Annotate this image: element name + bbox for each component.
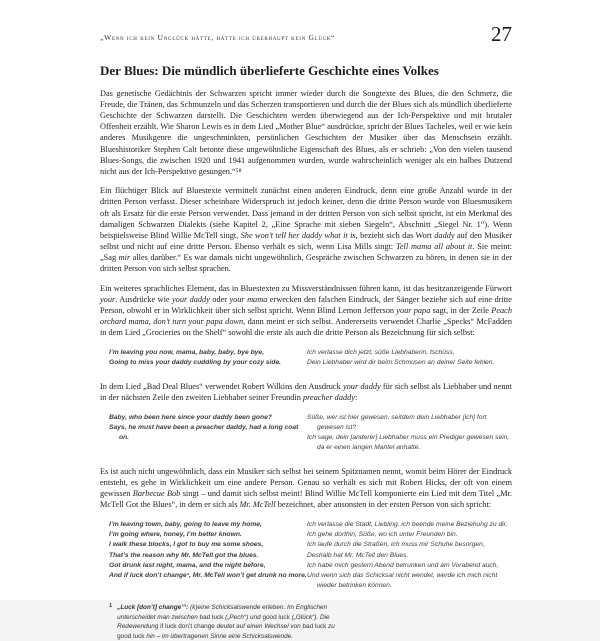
lyrics-original-english: I’m leaving town, baby, going to leave my home, I’m going where, honey, I’m better known. I walk these blocks, I got to buy me some shoes, That’s the reason why Mr. McTell got the blues. Got drunk last night, mama, and the night before, And if luck don’t change¹, Mr. McTell won’t get drunk no more. <box>109 521 307 580</box>
lyrics-translation-german: Süße, wer ist hier gewesen, seitdem dein Liebhaber [ich] fort gewesen ist? Ich sage, dein [anderer] Liebhaber muss ein Prediger gewesen sein, da er einen langen Mantel anhatte. <box>307 413 510 452</box>
footnote-text: „Luck [don’t] change’“: (k)eine Schicksalswende erleben. Im Englischen unterscheidet man zwischen bad luck („Pech“) und good luck („Glück“). Die Redewendung if luck don’t change deutet auf einen Wechsel von bad luck zu good luck hin – im übertragenen Sinne eine Schicksalswende. <box>117 604 335 640</box>
page-header <box>100 24 512 45</box>
paragraph-bad-deal-blues: In dem Lied „Bad Deal Blues“ verwendet Robert Wilkins den Ausdruck your daddy für sich selbst als Liebhaber und nennt in der nächsten Zeile den zweiten Liebhaber seiner Freundin preacher daddy: <box>100 381 512 402</box>
chapter-section-title: Der Blues: Die mündlich überlieferte Geschichte eines Volkes <box>100 63 439 78</box>
paragraph-genetic-memory: Das genetische Gedächtnis der Schwarzen spricht immer wieder durch die Songtexte des Blues, die den Schmerz, die Freude, die Tränen, das Schmunzeln und das Scherzen transportieren und durch die der Blues sich als mündlich überlieferte Geschichte der Schwarzen darstellt. Die Geschichten werden überwiegend aus der Ich-Perspektive und mit brutaler Offenheit erzählt. Wie Sharon Lewis es in dem Lied „Mother Blue“ ausdrückte, spricht der Blues Tacheles, weil er wie kein anderes Musikgenre die ungeschminkten, persönlichen Geschichten der Musiker über das Menschsein erzählt. Blueshistoriker Stephen Calt betonte diese ungewöhnliche Eigenschaft des Blues, als er schrieb: „Von den vielen tausend Blues-Songs, die zwischen 1920 und 1941 aufgenommen wurden, wurde wahrscheinlich weniger als ein halbes Dutzend nicht aus der Ich-Perspektive gesungen.“⁵⁸ <box>100 89 512 176</box>
lyrics-block-mcfadden <box>100 348 512 368</box>
lyrics-block-mctell <box>100 520 512 591</box>
lyrics-original-english: I’m leaving you now, mama, baby, baby, bye bye, Going to miss your daddy cuddling by your cozy side. <box>109 349 282 367</box>
lyrics-block-wilkins <box>100 413 512 454</box>
paragraph-nicknames: Es ist auch nicht ungewöhnlich, dass ein Musiker sich selbst bei seinem Spitznamen nennt, womit beim Hörer der Eindruck entsteht, es gehe in Wirklichkeit um eine andere Person. Genau so verhält es sich mit Robert Hicks, der oft von einem gewissen Barbecue Bob singt – und damit sich selbst meint! Blind Willie McTell komponierte ein Lied mit dem Titel „Mr. McTell Got the Blues“, in dem er sich als Mr. McTell bezeichnet, aber ansonsten in der ersten Person von sich spricht: <box>100 466 512 509</box>
footnote-marker: 1 <box>109 603 113 610</box>
lyrics-translation-german: Ich verlasse die Stadt, Liebling, ich beende meine Beziehung zu dir, Ich gehe dorthin, Süße, wo ich unter Freunden bin. Ich laufe durch die Straßen, ich muss mir Schuhe besorgen, Deshalb hat Mr. McTell den Blues. Ich habe mich gestern Abend betrunken und am Vorabend auch, Und wenn sich das Schicksal nicht wendet, werde ich mich nicht wieder betrinken können. <box>307 521 508 590</box>
lyrics-translation-german: Ich verlasse dich jetzt, süße Liebhaberin, tschüss, Dein Liebhaber wird dir beim Schmusen an deiner Seite fehlen. <box>307 349 495 367</box>
running-head-quote: „Wenn ich kein Unglück hätte, hätte ich überhaupt kein Glück“ <box>100 33 336 42</box>
footnote-luck-dont-change <box>109 603 347 641</box>
lyrics-original-english: Baby, who been here since your daddy been gone? Says, he must have been a preacher daddy, had a long coat on. <box>109 413 299 442</box>
page-number: 27 <box>491 22 512 46</box>
paragraph-possessive-your: Ein weiteres sprachliches Element, das in Bluestexten zu Missverständnissen führen kann, ist das besitzanzeigende Fürwort your. Ausdrücke wie your daddy oder your mama erwecken den falschen Eindruck, der Sänger beziehe sich auf eine dritte Person, obwohl er in Wirklichkeit über sich selbst spricht. Wenn Blind Lemon Jefferson your papa sagt, in der Zeile Peach orchard mama, don’t turn your papa down, dann meint er sich selbst. Andererseits verwendet Charlie „Specks“ McFadden in dem Lied „Grocieries on the Shelf“ sowohl die erste als auch die dritte Person als Bezeichnung für sich selbst: <box>100 283 512 338</box>
paragraph-third-person: Ein flüchtiger Blick auf Bluestexte vermittelt zunächst einen anderen Eindruck, denn eine große Anzahl wurde in der dritten Person verfasst. Dieser scheinbare Widerspruch ist jedoch keiner, denn die dritte Person wurde von Bluesmusikern oft als Ersatz für die erste Person verwendet. Dass jemand in der dritten Person von sich selbst spricht, ist ein Merkmal des damaligen Schwarzen Dialekts (siehe Kapitel 2, „Eine Sprache mit sieben Siegeln“, Abschnitt „Siegel Nr. 1“). Wenn beispielsweise Blind Willie McTell singt, She won’t tell her daddy what it is, bezieht sich das Wort daddy auf den Musiker selbst und nicht auf eine dritte Person. Ebenso verhält es sich, wenn Lisa Mills singt: Tell mama all about it. Sie meint: „Sag mir alles darüber.“ Es war damals nicht ungewöhnlich, Gespräche zwischen Schwarzen zu hören, in denen sie in der dritten Person von sich selbst sprachen. <box>100 186 513 274</box>
